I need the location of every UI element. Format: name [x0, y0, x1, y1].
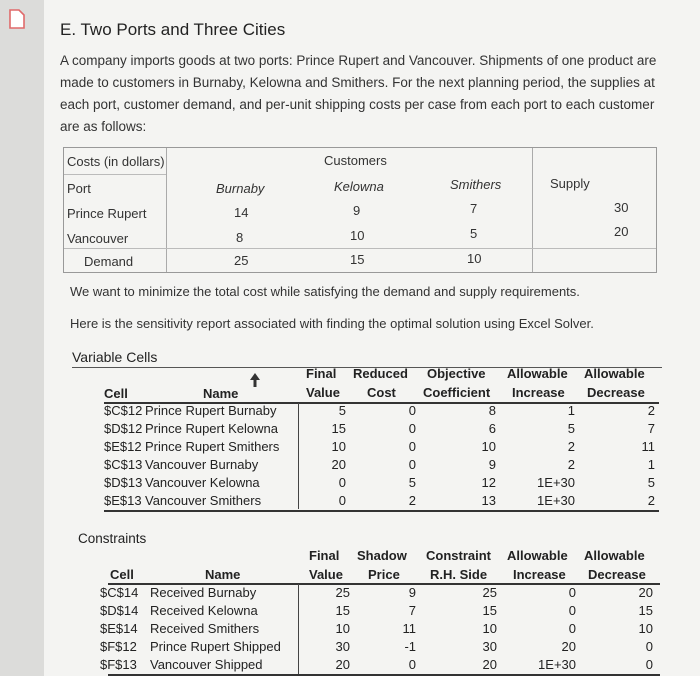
vc-objective-coef: 13 — [481, 493, 496, 508]
constraints-heading: Constraints — [78, 531, 147, 546]
header-allowable-inc: Allowable — [507, 366, 568, 381]
header-rhs: R.H. Side — [430, 567, 488, 582]
vc-allowable-increase: 2 — [567, 439, 575, 454]
vc-final-value: 0 — [338, 475, 346, 490]
cn-allowable-increase: 1E+30 — [538, 657, 576, 672]
cn-allowable-decrease: 0 — [645, 657, 653, 672]
objective-sentence: We want to minimize the total cost while satisfying the demand and supply requirements. — [70, 284, 580, 299]
vc-name: Prince Rupert Kelowna — [145, 421, 278, 436]
cn-shadow-price: 11 — [402, 621, 416, 636]
vc-objective-coef: 12 — [481, 475, 496, 490]
vc-allowable-decrease: 2 — [647, 493, 655, 508]
intro-line: each port, customer demand, and per-unit shipping costs per case from each port to each customer — [60, 97, 655, 112]
cost-cell: 5 — [470, 226, 478, 241]
header-final: Final — [309, 548, 340, 563]
city-burnaby: Burnaby — [216, 181, 265, 196]
vc-name: Vancouver Burnaby — [145, 457, 259, 472]
cn-allowable-increase: 0 — [568, 585, 576, 600]
cn-allowable-decrease: 15 — [638, 603, 653, 618]
vc-name: Prince Rupert Smithers — [145, 439, 280, 454]
demand-label: Demand — [84, 254, 134, 269]
header-allowable-dec: Allowable — [584, 548, 645, 563]
vc-reduced-cost: 0 — [408, 421, 416, 436]
supply-label: Supply — [550, 176, 590, 191]
cost-cell: 7 — [470, 201, 478, 216]
cn-final-value: 20 — [335, 657, 350, 672]
cn-cell-ref: $E$14 — [100, 621, 138, 636]
vc-final-value: 20 — [331, 457, 346, 472]
cn-allowable-decrease: 10 — [638, 621, 653, 636]
mouse-cursor-icon — [248, 372, 262, 388]
vc-objective-coef: 10 — [481, 439, 496, 454]
city-kelowna: Kelowna — [334, 179, 384, 194]
demand-cell: 25 — [234, 253, 249, 268]
page-corner-icon — [8, 8, 26, 30]
vc-cell-ref: $E$12 — [104, 439, 142, 454]
cn-name: Received Kelowna — [150, 603, 258, 618]
cn-allowable-increase: 20 — [561, 639, 576, 654]
cost-cell: 14 — [234, 205, 249, 220]
cost-cell: 9 — [353, 203, 361, 218]
cn-constraint-rhs: 10 — [482, 621, 497, 636]
header-final: Final — [306, 366, 337, 381]
vc-allowable-decrease: 1 — [647, 457, 655, 472]
header-name: Name — [205, 567, 241, 582]
vc-final-value: 15 — [331, 421, 346, 436]
header-increase: Increase — [513, 567, 566, 582]
vc-allowable-decrease: 7 — [647, 421, 655, 436]
cost-cell: 10 — [350, 228, 365, 243]
vc-allowable-decrease: 11 — [641, 439, 655, 454]
cn-shadow-price: 0 — [408, 657, 416, 672]
cn-allowable-increase: 0 — [568, 621, 576, 636]
header-value: Value — [306, 385, 340, 400]
header-constraint: Constraint — [426, 548, 491, 563]
header-value: Value — [309, 567, 343, 582]
vc-final-value: 10 — [331, 439, 346, 454]
vc-cell-ref: $C$13 — [104, 457, 143, 472]
vc-reduced-cost: 0 — [408, 457, 416, 472]
vc-allowable-increase: 5 — [567, 421, 575, 436]
demand-cell: 10 — [467, 251, 482, 266]
vc-allowable-increase: 2 — [567, 457, 575, 472]
cn-final-value: 10 — [335, 621, 350, 636]
vc-final-value: 5 — [338, 403, 346, 418]
intro-line: are as follows: — [60, 119, 147, 134]
cn-name: Received Smithers — [150, 621, 260, 636]
cn-shadow-price: -1 — [404, 639, 416, 654]
cost-cell: 8 — [236, 230, 244, 245]
vc-reduced-cost: 5 — [408, 475, 416, 490]
vc-objective-coef: 9 — [488, 457, 496, 472]
vc-allowable-increase: 1E+30 — [537, 475, 575, 490]
variable-cells-heading: Variable Cells — [72, 349, 158, 365]
costs-table — [63, 147, 657, 273]
intro-paragraph — [60, 50, 670, 138]
cn-constraint-rhs: 20 — [482, 657, 497, 672]
cn-shadow-price: 9 — [408, 585, 416, 600]
vc-name: Prince Rupert Burnaby — [145, 403, 277, 418]
report-sentence: Here is the sensitivity report associated with finding the optimal solution using Excel Solver. — [70, 316, 594, 331]
vc-reduced-cost: 2 — [408, 493, 416, 508]
header-allowable-dec: Allowable — [584, 366, 645, 381]
vc-allowable-increase: 1 — [567, 403, 575, 418]
cn-allowable-decrease: 20 — [638, 585, 653, 600]
header-decrease: Decrease — [587, 385, 645, 400]
vc-cell-ref: $D$12 — [104, 421, 143, 436]
cn-name: Received Burnaby — [150, 585, 257, 600]
intro-line: A company imports goods at two ports: Prince Rupert and Vancouver. Shipments of one product are — [60, 53, 657, 68]
cn-constraint-rhs: 25 — [482, 585, 497, 600]
header-decrease: Decrease — [588, 567, 646, 582]
supply-cell: 30 — [614, 200, 629, 215]
vc-allowable-decrease: 5 — [647, 475, 655, 490]
header-price: Price — [368, 567, 400, 582]
header-name: Name — [203, 386, 239, 401]
vc-cell-ref: $D$13 — [104, 475, 143, 490]
cn-cell-ref: $F$13 — [100, 657, 137, 672]
cn-final-value: 25 — [335, 585, 350, 600]
vc-reduced-cost: 0 — [408, 439, 416, 454]
header-cost: Cost — [367, 385, 396, 400]
header-objective: Objective — [427, 366, 486, 381]
port-vancouver: Vancouver — [67, 231, 129, 246]
vc-final-value: 0 — [338, 493, 346, 508]
costs-caption: Costs (in dollars) — [67, 154, 165, 169]
cn-constraint-rhs: 15 — [482, 603, 497, 618]
customers-label: Customers — [324, 153, 387, 168]
vc-reduced-cost: 0 — [408, 403, 416, 418]
demand-cell: 15 — [350, 252, 365, 267]
vc-objective-coef: 6 — [488, 421, 496, 436]
header-shadow: Shadow — [357, 548, 407, 563]
section-title: E. Two Ports and Three Cities — [60, 20, 286, 39]
header-allowable-inc: Allowable — [507, 548, 568, 563]
header-coefficient: Coefficient — [423, 385, 491, 400]
city-smithers: Smithers — [450, 177, 502, 192]
cn-allowable-increase: 0 — [568, 603, 576, 618]
header-cell: Cell — [110, 567, 134, 582]
cn-name: Prince Rupert Shipped — [150, 639, 281, 654]
cn-name: Vancouver Shipped — [150, 657, 263, 672]
vc-objective-coef: 8 — [488, 403, 496, 418]
port-label: Port — [67, 181, 91, 196]
vc-cell-ref: $E$13 — [104, 493, 142, 508]
vc-name: Vancouver Smithers — [145, 493, 262, 508]
vc-cell-ref: $C$12 — [104, 403, 143, 418]
header-increase: Increase — [512, 385, 565, 400]
header-reduced: Reduced — [353, 366, 408, 381]
vc-name: Vancouver Kelowna — [145, 475, 260, 490]
cn-shadow-price: 7 — [408, 603, 416, 618]
header-cell: Cell — [104, 386, 128, 401]
cn-allowable-decrease: 0 — [645, 639, 653, 654]
cn-constraint-rhs: 30 — [482, 639, 497, 654]
vc-allowable-increase: 1E+30 — [537, 493, 575, 508]
cn-cell-ref: $D$14 — [100, 603, 139, 618]
cn-cell-ref: $F$12 — [100, 639, 137, 654]
vc-allowable-decrease: 2 — [647, 403, 655, 418]
port-prince-rupert: Prince Rupert — [67, 206, 147, 221]
cn-final-value: 30 — [335, 639, 350, 654]
cn-final-value: 15 — [335, 603, 350, 618]
intro-line: made to customers in Burnaby, Kelowna and Smithers. For the next planning period, the supplies at — [60, 75, 655, 90]
supply-cell: 20 — [614, 224, 629, 239]
cn-cell-ref: $C$14 — [100, 585, 139, 600]
